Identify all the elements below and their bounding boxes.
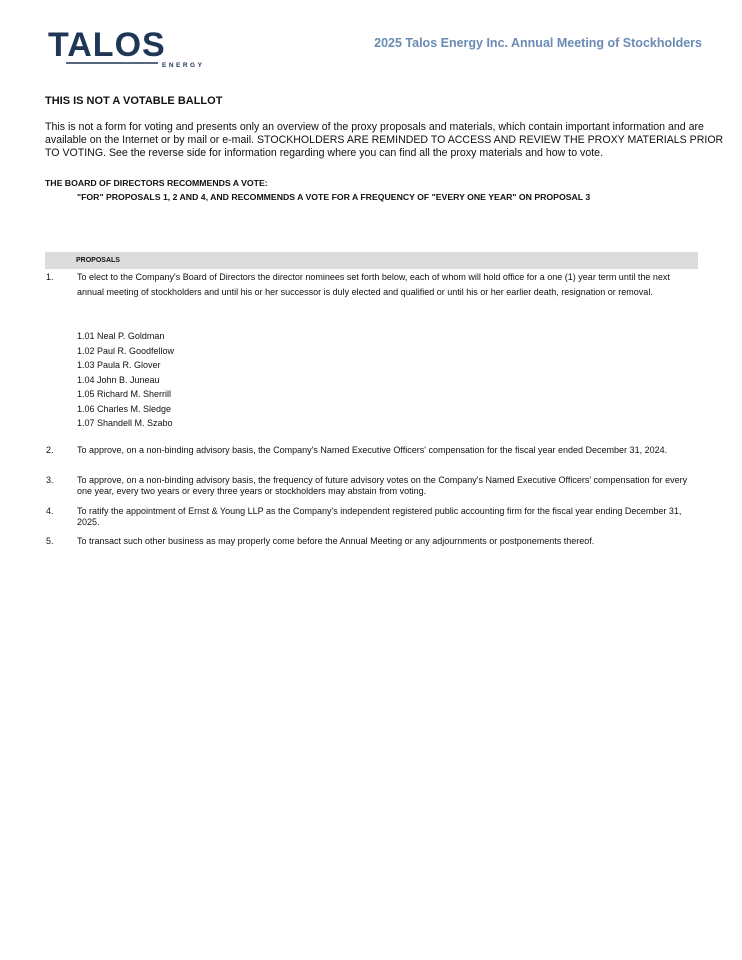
proposal-number: 4.: [46, 506, 54, 516]
proposal-text: To approve, on a non-binding advisory basis, the frequency of future advisory votes on the Company's Named Executive Officers' compensation for every one year, every two years or every three years or stockholders may abstain from voting.: [77, 475, 688, 496]
logo-subtext: ENERGY: [162, 62, 205, 69]
proposal-text: To ratify the appointment of Ernst & Young LLP as the Company's independent registered public accounting firm for the fiscal year ending December 31, 2025.: [77, 506, 682, 527]
notice-heading: THIS IS NOT A VOTABLE BALLOT: [45, 95, 223, 107]
logo-wordmark: TALOS: [48, 28, 166, 64]
nominee-item: 1.04 John B. Juneau: [77, 375, 160, 385]
nominee-item: 1.01 Neal P. Goldman: [77, 331, 165, 341]
nominee-item: 1.02 Paul R. Goodfellow: [77, 346, 175, 356]
proposal-text: To approve, on a non-binding advisory basis, the Company's Named Executive Officers' compensation for the fiscal year ended December 31, 2024.: [77, 445, 668, 455]
nominee-item: 1.07 Shandell M. Szabo: [77, 418, 173, 428]
proposal-number: 5.: [46, 536, 54, 546]
proposal-number: 3.: [46, 475, 54, 485]
proposal-text: To elect to the Company's Board of Directors the director nominees set forth below, each of whom will hold office for a one (1) year term until the next annual meeting of stockholders and until his or her successor is duly elected and qualified or until his or her earlier death, resignation or removal.: [77, 272, 670, 297]
nominee-item: 1.03 Paula R. Glover: [77, 360, 161, 370]
recommendation-heading: THE BOARD OF DIRECTORS RECOMMENDS A VOTE:: [45, 178, 268, 188]
recommendation-detail: "FOR" PROPOSALS 1, 2 AND 4, AND RECOMMENDS A VOTE FOR A FREQUENCY OF "EVERY ONE YEAR" ON PROPOSAL 3: [77, 192, 591, 202]
notice-body: This is not a form for voting and presents only an overview of the proxy proposals and materials, which contain important information and are available on the Internet or by mail or e-mail. STOCKHOLDERS ARE REMINDED TO ACCESS AND REVIEW THE PROXY MATERIALS PRIOR TO VOTING. See the reverse side for information regarding where you can find all the proxy materials and how to vote.: [45, 121, 724, 159]
proposal-number: 1.: [46, 272, 54, 282]
page-title: 2025 Talos Energy Inc. Annual Meeting of Stockholders: [374, 36, 702, 50]
proposals-label: PROPOSALS: [76, 257, 120, 264]
talos-energy-logo: [48, 28, 208, 70]
nominee-item: 1.06 Charles M. Sledge: [77, 404, 172, 414]
proposals-header-bar: [45, 252, 698, 269]
nominee-item: 1.05 Richard M. Sherrill: [77, 389, 172, 399]
proposal-text: To transact such other business as may properly come before the Annual Meeting or any adjournments or postponements thereof.: [77, 536, 595, 546]
proposal-number: 2.: [46, 445, 54, 455]
